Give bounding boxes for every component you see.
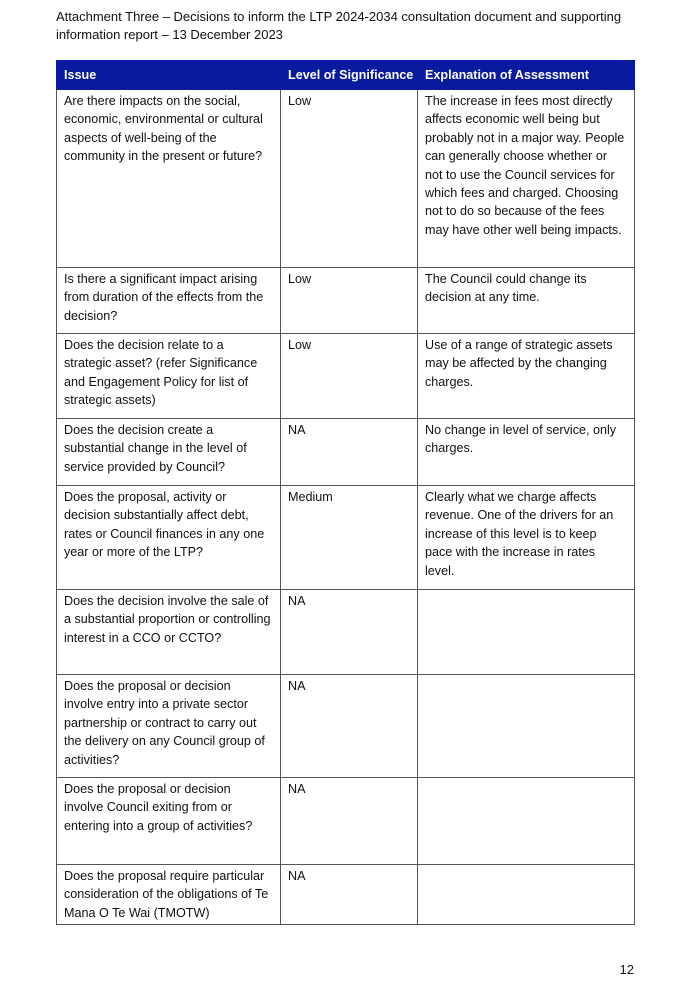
explanation-cell: The Council could change its decision at any time.	[418, 268, 635, 334]
level-cell: Low	[281, 268, 418, 334]
level-cell: NA	[281, 778, 418, 865]
explanation-cell: The increase in fees most directly affects economic well being but probably not in a major way. People can generally choose whether or not to use the Council services for which fees and charged. Choosing not to do so because of the fees may have other well being impacts.	[418, 90, 635, 268]
level-cell: NA	[281, 675, 418, 778]
level-cell: Low	[281, 90, 418, 268]
explanation-cell	[418, 778, 635, 865]
significance-assessment-table	[56, 60, 635, 925]
level-cell: Low	[281, 334, 418, 419]
column-header-issue: Issue	[57, 61, 281, 90]
header-line-1: Attachment Three – Decisions to inform the LTP 2024-2034 consultation document and supporting	[56, 9, 622, 24]
issue-cell: Are there impacts on the social, economic, environmental or cultural aspects of well-being of the community in the present or future?	[57, 90, 281, 268]
level-cell: NA	[281, 419, 418, 486]
header-line-2: information report – 13 December 2023	[56, 26, 283, 42]
table-row	[57, 865, 635, 925]
level-cell: NA	[281, 865, 418, 925]
table-header-row	[57, 61, 635, 90]
table-row	[57, 419, 635, 486]
column-header-explanation: Explanation of Assessment	[418, 61, 635, 90]
issue-cell: Does the decision involve the sale of a substantial proportion or controlling interest in a CCO or CCTO?	[57, 590, 281, 675]
explanation-cell: Use of a range of strategic assets may be affected by the changing charges.	[418, 334, 635, 419]
issue-cell: Does the decision create a substantial change in the level of service provided by Council?	[57, 419, 281, 486]
table-row	[57, 90, 635, 268]
explanation-cell	[418, 675, 635, 778]
issue-cell: Does the proposal, activity or decision substantially affect debt, rates or Council finances in any one year or more of the LTP?	[57, 486, 281, 590]
issue-cell: Does the proposal or decision involve entry into a private sector partnership or contract to carry out the delivery on any Council group of activities?	[57, 675, 281, 778]
table-row	[57, 334, 635, 419]
explanation-cell: Clearly what we charge affects revenue. One of the drivers for an increase of this level is to keep pace with the increase in rates level.	[418, 486, 635, 590]
table-row	[57, 778, 635, 865]
page-number: 12	[619, 962, 634, 977]
issue-cell: Does the proposal require particular consideration of the obligations of Te Mana O Te Wai (TMOTW)	[57, 865, 281, 925]
explanation-cell	[418, 865, 635, 925]
table-row	[57, 486, 635, 590]
issue-cell: Does the decision relate to a strategic asset? (refer Significance and Engagement Policy for list of strategic assets)	[57, 334, 281, 419]
issue-cell: Is there a significant impact arising from duration of the effects from the decision?	[57, 268, 281, 334]
table-row	[57, 590, 635, 675]
table-row	[57, 268, 635, 334]
issue-cell: Does the proposal or decision involve Council exiting from or entering into a group of activities?	[57, 778, 281, 865]
explanation-cell: No change in level of service, only charges.	[418, 419, 635, 486]
level-cell: Medium	[281, 486, 418, 590]
level-cell: NA	[281, 590, 418, 675]
column-header-level: Level of Significance	[281, 61, 418, 90]
explanation-cell	[418, 590, 635, 675]
document-header	[56, 8, 636, 43]
table-row	[57, 675, 635, 778]
